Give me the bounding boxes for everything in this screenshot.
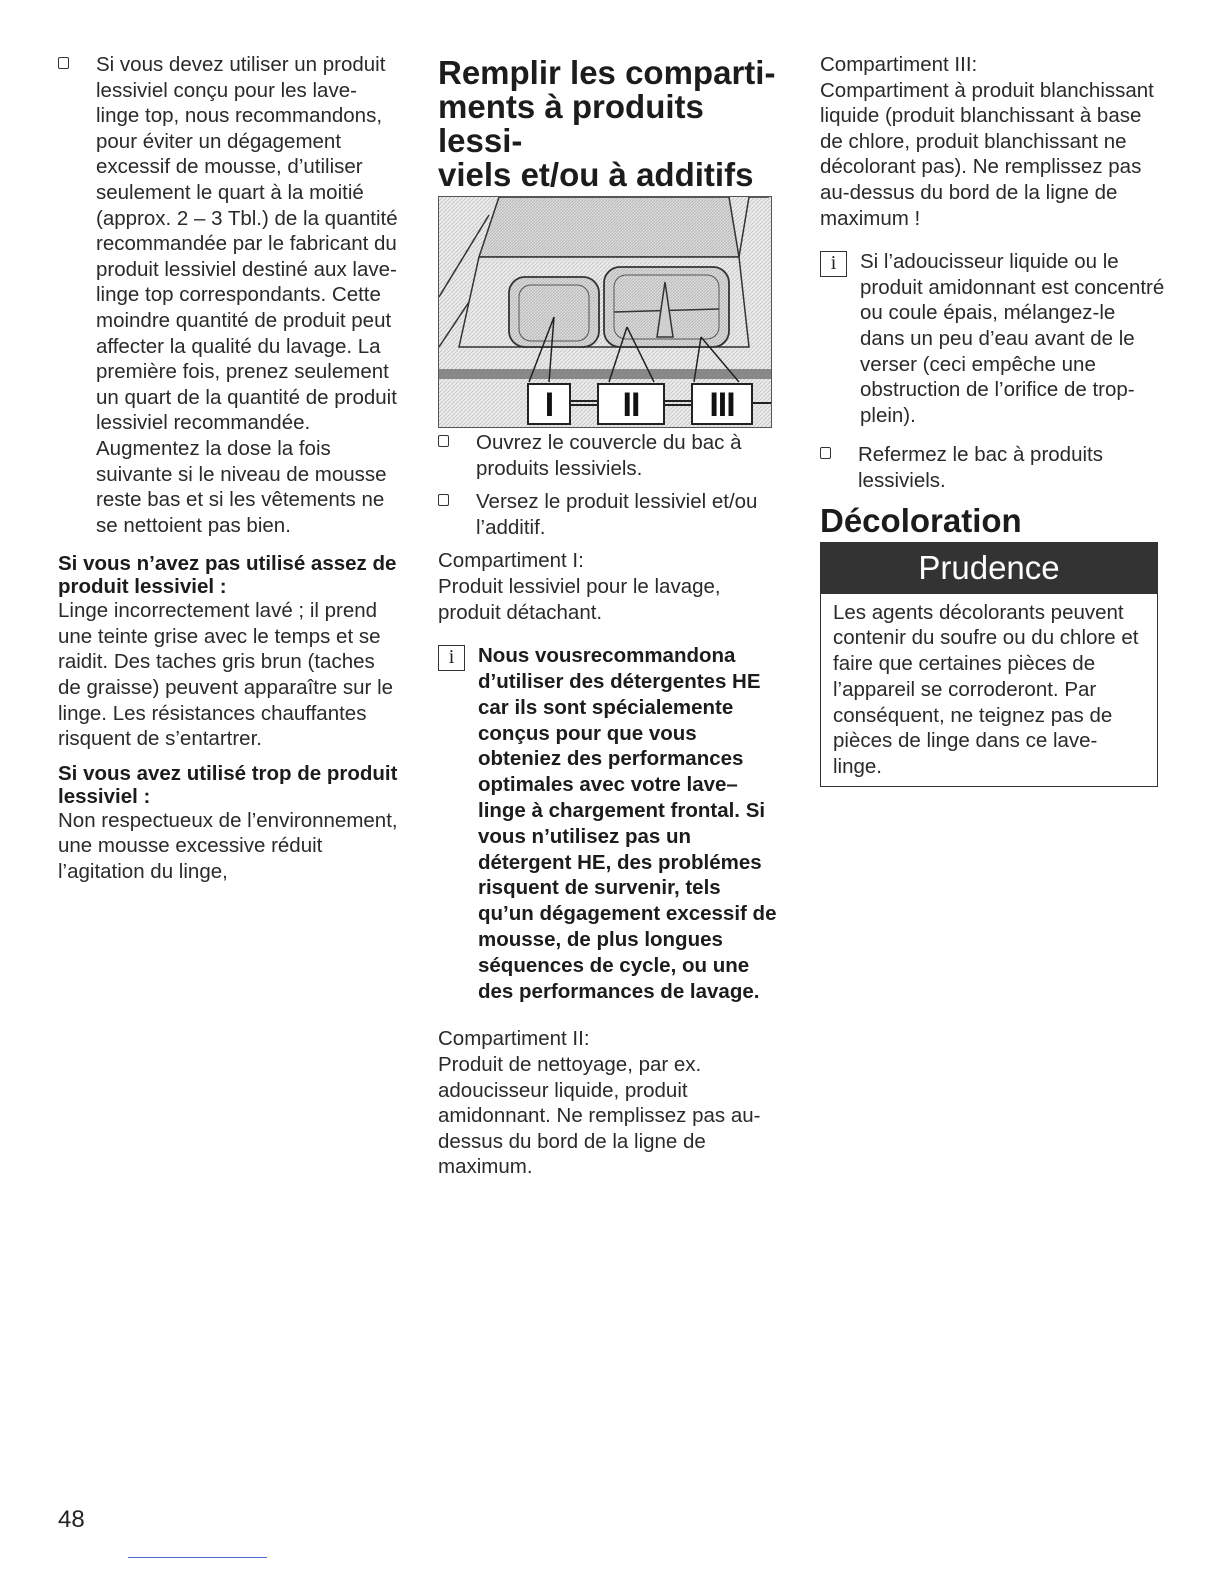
too-much-heading: Si vous avez utilisé trop de produit lessiviel :	[58, 761, 398, 808]
info-icon: i	[438, 645, 465, 671]
compartment-1-text: Produit lessiviel pour le lavage, produit détachant.	[438, 574, 721, 624]
softener-note	[820, 249, 1165, 428]
not-enough-text: Linge incorrectement lavé ; il prend une teinte grise avec le temps et se raidit. Des taches gris brun (taches de graisse) peuvent apparaître sur le linge. Les résistances chauffantes risquent de s’entartrer.	[58, 599, 394, 751]
compartment-3-text: Compartiment à produit blanchissant liquide (produit blanchissant à base de chlore, produit blanchissant ne décolorant pas). Ne remplissez pas au-dessus du bord de la ligne de maximum !	[820, 78, 1154, 230]
compartment-label-iii: III	[691, 383, 753, 425]
compartment-2-text: Produit de nettoyage, par ex. adoucisseur liquide, produit amidonnant. Ne remplissez pas au-dessus du bord de la ligne de maximum.	[438, 1052, 761, 1179]
list-item	[820, 442, 1165, 493]
section-title-bleaching: Décoloration	[820, 501, 1022, 539]
list-item	[58, 52, 398, 538]
checkbox-bullet-icon	[438, 435, 449, 447]
dispenser-illustration	[438, 196, 772, 428]
prudence-text: Les agents décolorants peuvent contenir du soufre ou du chlore et faire que certaines pièces de l’appareil se corroderont. Par conséquent, ne teignez pas de pièces de linge dans ce lave-linge.	[820, 594, 1158, 788]
prudence-banner: Prudence	[820, 542, 1158, 594]
column-left	[58, 52, 398, 885]
compartment-label-i: I	[527, 383, 571, 425]
compartment-2-label: Compartiment II:	[438, 1027, 590, 1051]
checkbox-bullet-icon	[438, 494, 449, 506]
pour-detergent-text: Versez le produit lessiviel et/ou l’additif.	[476, 490, 758, 539]
page-number: 48	[58, 1506, 85, 1533]
section-title-fill: Remplir les comparti- ments à produits lessi- viels et/ou à additifs	[438, 54, 776, 193]
he-detergent-note	[438, 643, 778, 1004]
close-drawer-text: Refermez le bac à produits lessiviels.	[858, 443, 1103, 492]
checkbox-bullet-icon	[58, 57, 69, 69]
footer-rule	[128, 1557, 267, 1558]
checkbox-bullet-icon	[820, 447, 831, 459]
open-drawer-text: Ouvrez le couvercle du bac à produits lessiviels.	[476, 431, 742, 480]
softener-note-text: Si l’adoucisseur liquide ou le produit amidonnant est concentré ou coule épais, mélangez-le dans un peu d’eau avant de le verser (ceci empêche une obstruction de l’orifice de trop-plein).	[860, 250, 1165, 427]
detergent-topload-text: Si vous devez utiliser un produit lessiviel conçu pour les lave-linge top, nous recommandons, pour éviter un dégagement excessif de mousse, d’utiliser seulement le quart à la moitié (approx. 2 – 3 Tbl.) de la quantité recommandée par le fabricant du produit lessiviel destiné aux lave-linge top correspondants. Cette moindre quantité de produit peut affecter la qualité du lavage. La première fois, prenez seulement un quart de la quantité de produit lessiviel recommandée. Augmentez la dose la fois suivante si le niveau de mousse reste bas et si les vêtements ne se nettoient pas bien.	[96, 53, 398, 537]
compartment-3-label: Compartiment III:	[820, 53, 978, 76]
info-icon: i	[820, 251, 847, 277]
compartment-1-label: Compartiment I:	[438, 549, 584, 573]
too-much-text: Non respectueux de l’environnement, une mousse excessive réduit l’agitation du linge,	[58, 808, 398, 884]
list-item	[438, 489, 778, 540]
column-middle	[438, 56, 778, 1180]
not-enough-heading: Si vous n’avez pas utilisé assez de produit lessiviel :	[58, 552, 397, 599]
compartment-label-ii: II	[597, 383, 665, 425]
he-detergent-text: Nous vousrecommandona d’utiliser des détergentes HE car ils sont spécialemente conçus pour que vous obteniez des performances optimales avec votre lave–linge à chargement frontal. Si vous n’utilisez pas un détergent HE, des problémes risquent de survenir, tels qu’un dégagement excessif de mousse, de plus longues séquences de cycle, ou une des performances de lavage.	[478, 644, 777, 1003]
column-right	[820, 52, 1165, 787]
list-item	[438, 430, 778, 481]
